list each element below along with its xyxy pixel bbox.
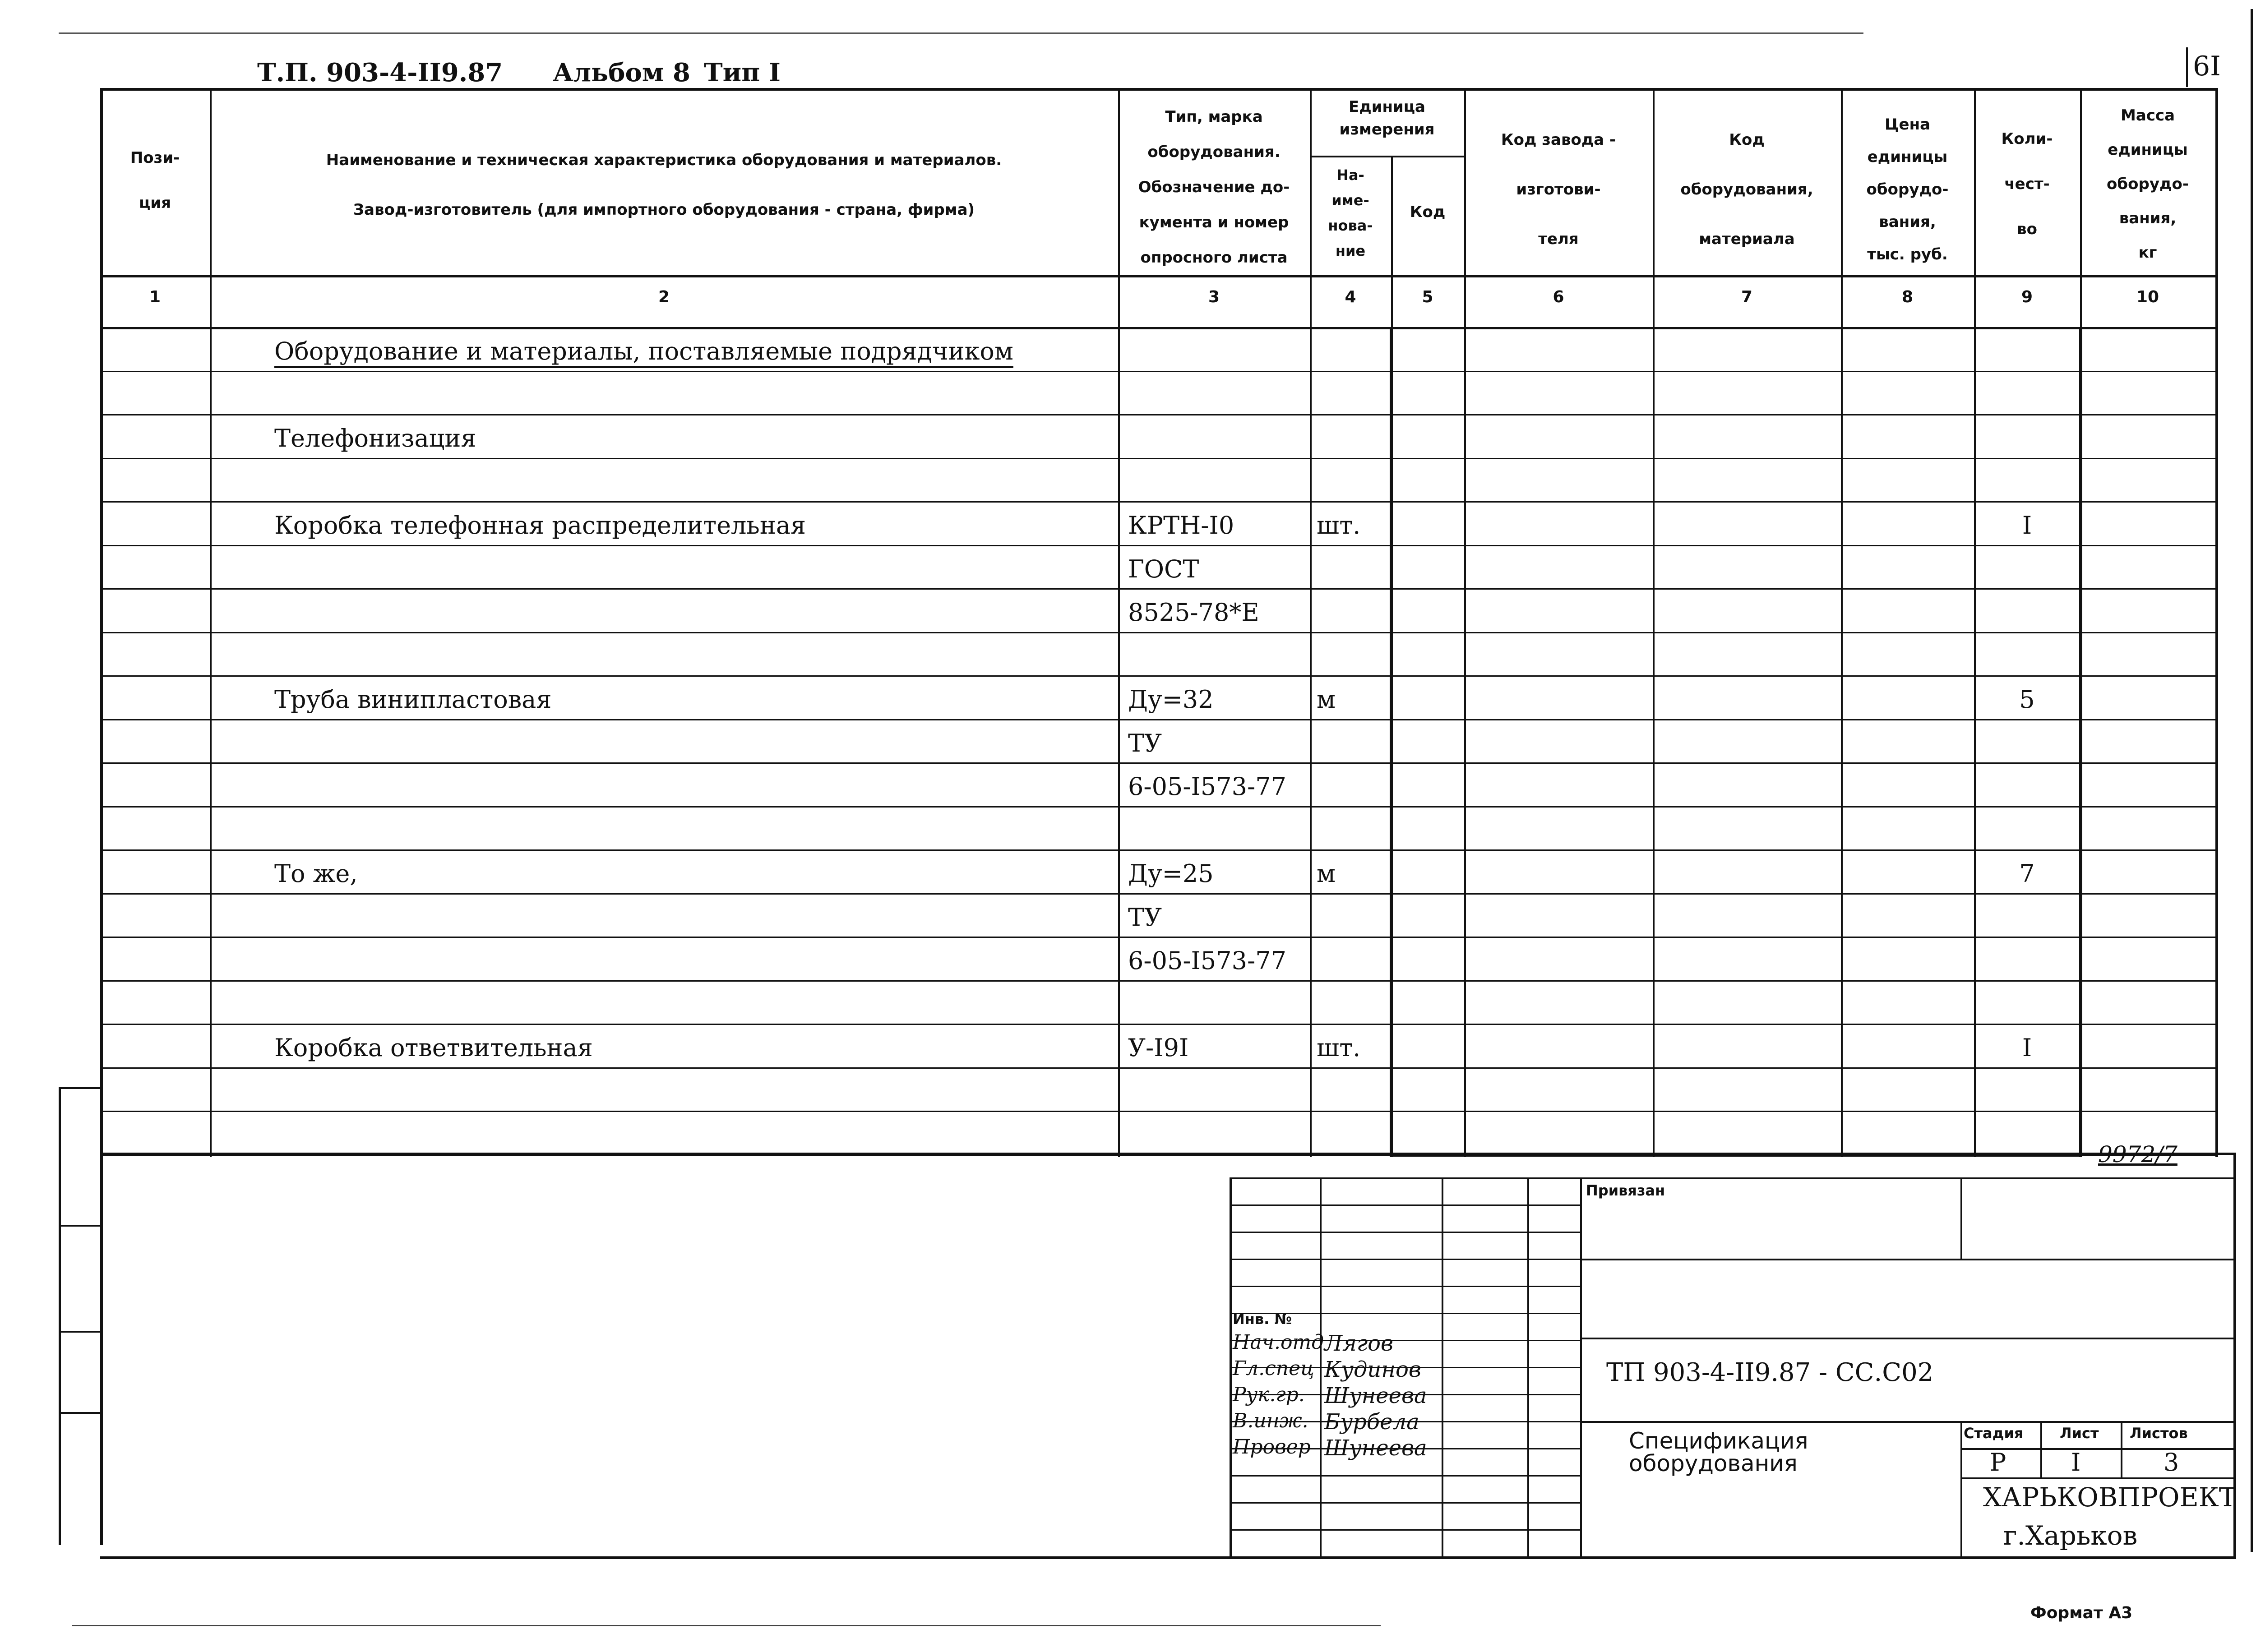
stamp-right-divider <box>1580 1259 2233 1260</box>
col-header-mass: Масса единицы оборудо- вания, кг <box>2107 106 2189 262</box>
stage-value: Р <box>1990 1448 2006 1477</box>
column-divider <box>210 88 212 1157</box>
binding-tick <box>59 1225 102 1227</box>
sheets-value: 3 <box>2164 1448 2179 1477</box>
type-label: Тип I <box>704 58 781 88</box>
sheet-number: 6I <box>2193 51 2221 82</box>
column-number: 3 <box>1208 288 1220 306</box>
stamp-right-divider <box>1580 1338 2233 1339</box>
signature-name: Лягов <box>1324 1331 1393 1356</box>
stamp-grid-row <box>1230 1259 1580 1260</box>
row-item-type: КРТН-I0 <box>1128 511 1234 540</box>
sheet-label: Лист <box>2060 1425 2099 1442</box>
inventory-label: Инв. № <box>1233 1311 1292 1328</box>
top-right-border <box>2251 9 2253 1552</box>
stamp-title-line1: Спецификация <box>1629 1428 1808 1454</box>
stamp-top-border <box>100 1153 2233 1155</box>
row-item-type: 8525-78*Е <box>1128 598 1259 627</box>
unit-group-divider <box>1310 156 1464 157</box>
row-divider <box>100 806 2215 808</box>
column-number: 2 <box>658 288 670 306</box>
row-item-type: ТУ <box>1128 903 1162 932</box>
row-item-name: Труба винипластовая <box>274 685 552 714</box>
row-item-type: У-I9I <box>1128 1034 1189 1062</box>
column-number: 10 <box>2136 288 2159 306</box>
row-item-qty: 7 <box>2019 859 2035 888</box>
row-item-qty: 5 <box>2019 685 2035 714</box>
header-bottom-border <box>100 275 2215 277</box>
stamp-grid-row <box>1230 1556 1580 1558</box>
column-divider <box>100 88 103 1157</box>
bold-box-left <box>1390 327 1393 1157</box>
stamp-stage-col <box>2121 1421 2122 1477</box>
stamp-bottom-border <box>100 1556 2233 1559</box>
signature-role: Рук.гр. <box>1233 1383 1305 1406</box>
handwritten-reference: 9972/7 <box>2098 1141 2177 1167</box>
row-item-type: ТУ <box>1128 729 1162 757</box>
column-divider <box>2215 88 2218 1157</box>
stamp-grid-row <box>1230 1475 1580 1477</box>
format-label: Формат А3 <box>2030 1604 2133 1622</box>
row-item-type: Ду=25 <box>1128 859 1214 888</box>
bottom-scan-line <box>72 1625 1381 1626</box>
stamp-grid-top <box>1230 1177 2233 1179</box>
number-row-border <box>100 327 2215 329</box>
privyazan-label: Привязан <box>1586 1182 1665 1199</box>
row-divider <box>100 1067 2215 1069</box>
binding-tick <box>59 1412 102 1414</box>
row-item-qty: I <box>2022 1034 2032 1062</box>
signature-name: Кудинов <box>1324 1357 1421 1382</box>
col-header-unit-name: На- име- нова- ние <box>1328 166 1373 259</box>
col-header-plant-code: Код завода - изготови- теля <box>1501 131 1616 248</box>
signature-role: В.инж. <box>1233 1409 1308 1432</box>
signature-name: Шунеева <box>1324 1383 1427 1408</box>
row-item-unit: м <box>1317 685 1336 714</box>
sheets-label: Листов <box>2130 1425 2188 1442</box>
row-item-type: Ду=32 <box>1128 685 1214 714</box>
col-header-name: Наименование и техническая характеристика оборудования и материалов. Завод-изготовитель (для импортного оборудования - страна, фирма) <box>326 151 1002 219</box>
stamp-grid-row <box>1230 1204 1580 1206</box>
row-divider <box>100 719 2215 720</box>
sheet-number-box-left <box>2186 47 2188 87</box>
album-label: Альбом 8 <box>553 58 690 88</box>
stamp-grid-row <box>1230 1529 1580 1531</box>
signature-role: Нач.отд <box>1233 1331 1324 1354</box>
signature-role: Гл.спец <box>1233 1357 1314 1380</box>
row-item-name: То же, <box>274 859 358 888</box>
row-divider <box>100 893 2215 895</box>
row-divider <box>100 1024 2215 1025</box>
binding-tick <box>59 1331 102 1333</box>
column-number: 4 <box>1345 288 1356 306</box>
binding-margin-inner <box>100 1087 103 1545</box>
stamp-stage-col <box>2040 1421 2042 1477</box>
row-item-type: 6-05-I573-77 <box>1128 946 1286 975</box>
row-item-name: Оборудование и материалы, поставляемые подрядчиком <box>274 337 1013 365</box>
row-divider <box>100 414 2215 415</box>
col-header-price: Цена единицы оборудо- вания, тыс. руб. <box>1866 115 1949 263</box>
row-divider <box>100 849 2215 851</box>
binding-tick <box>59 1087 102 1089</box>
stamp-doc-code: ТП 903-4-II9.87 - СС.С02 <box>1606 1358 1934 1387</box>
binding-margin-line <box>59 1087 61 1545</box>
column-number: 7 <box>1741 288 1753 306</box>
bold-box-right <box>2079 327 2082 1157</box>
stamp-grid-row <box>1230 1286 1580 1287</box>
col-header-position: Пози- ция <box>130 149 180 212</box>
row-item-unit: м <box>1317 859 1336 888</box>
stamp-title-line2: оборудования <box>1629 1450 1798 1477</box>
col-header-equip-code: Код оборудования, материала <box>1680 131 1813 248</box>
row-divider <box>100 588 2215 590</box>
row-divider <box>100 501 2215 503</box>
column-number: 6 <box>1553 288 1564 306</box>
stamp-privyazan-divider <box>1960 1177 1962 1259</box>
row-item-name: Коробка телефонная распределительная <box>274 511 806 540</box>
row-item-unit: шт. <box>1317 1034 1361 1062</box>
sheet-value: I <box>2071 1448 2081 1477</box>
row-divider <box>100 632 2215 633</box>
row-divider <box>100 545 2215 546</box>
row-divider <box>100 458 2215 459</box>
row-item-name: Телефонизация <box>274 424 476 452</box>
row-divider <box>100 675 2215 677</box>
row-divider <box>100 371 2215 372</box>
stamp-stage-divider <box>1960 1421 1962 1556</box>
stamp-grid-vertical <box>1580 1177 1582 1556</box>
top-border-line <box>59 32 1863 34</box>
column-number: 5 <box>1422 288 1433 306</box>
signature-name: Шунеева <box>1324 1435 1427 1461</box>
organization-name: ХАРЬКОВПРОЕКТ <box>1983 1482 2237 1513</box>
doc-reference: Т.П. 903-4-II9.87 <box>257 58 503 88</box>
row-item-type: 6-05-I573-77 <box>1128 772 1286 801</box>
signature-name: Бурбела <box>1324 1409 1419 1435</box>
stamp-right-divider <box>1580 1421 2233 1423</box>
stamp-grid-row <box>1230 1502 1580 1504</box>
row-divider <box>100 1111 2215 1112</box>
stamp-grid-row <box>1230 1232 1580 1233</box>
row-item-name: Коробка ответвительная <box>274 1034 593 1062</box>
col-header-unit-group: Единица измерения <box>1339 98 1435 138</box>
col-header-type: Тип, марка оборудования. Обозначение до- кумента и номер опросного листа <box>1138 108 1290 267</box>
column-number: 1 <box>149 288 161 306</box>
col-header-qty: Коли- чест- во <box>2001 130 2053 238</box>
stamp-stage-row <box>1960 1477 2233 1479</box>
row-divider <box>100 762 2215 764</box>
row-divider <box>100 937 2215 938</box>
signature-role: Провер <box>1233 1435 1311 1458</box>
column-number: 8 <box>1901 288 1914 306</box>
organization-city: г.Харьков <box>2003 1520 2138 1551</box>
col-header-unit-code: Код <box>1410 203 1446 221</box>
row-divider <box>100 980 2215 982</box>
row-item-type: ГОСТ <box>1128 554 1199 583</box>
stage-label: Стадия <box>1964 1425 2024 1442</box>
row-item-unit: шт. <box>1317 511 1361 540</box>
table-top-border <box>100 88 2215 91</box>
column-number: 9 <box>2021 288 2033 306</box>
row-item-qty: I <box>2022 511 2032 540</box>
